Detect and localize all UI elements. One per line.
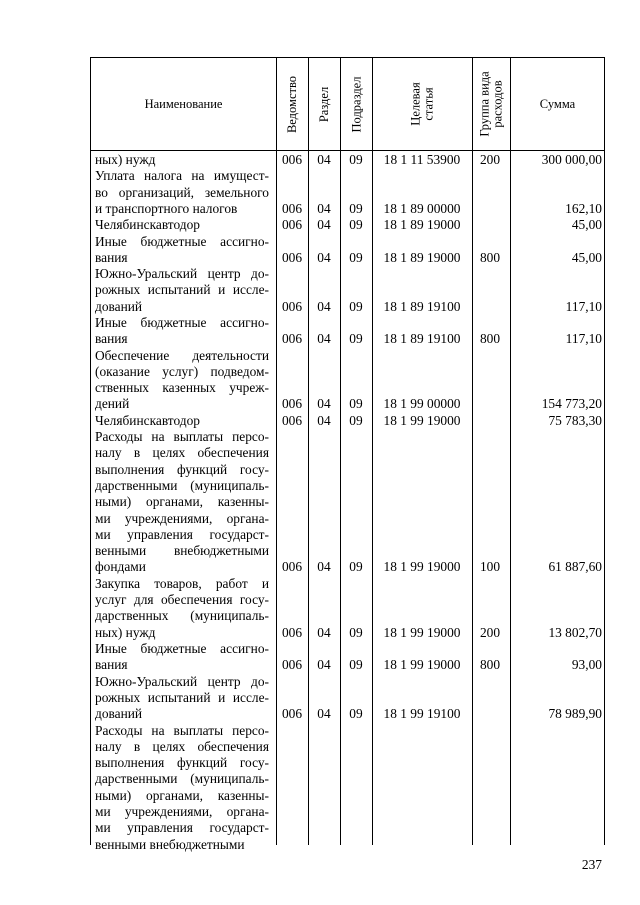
header-celevaya-line-1: Целевая	[408, 82, 423, 126]
celevaya-cell: 18 1 89 19000	[383, 249, 461, 265]
ved-cell: 006	[281, 249, 303, 265]
gruppa-cell	[472, 706, 508, 722]
table-row	[0, 217, 640, 233]
name-line: дований	[95, 706, 143, 722]
summa-cell: 117,10	[565, 331, 602, 347]
summa-cell: 45,00	[571, 217, 602, 233]
summa-cell: 154 773,20	[541, 396, 602, 412]
header-summa-cell	[511, 58, 604, 150]
ved-cell: 006	[281, 331, 303, 347]
header-gruppa-line-1: Группа вида	[477, 71, 492, 137]
gruppa-cell: 800	[479, 657, 501, 673]
name-line: венными внебюджетными	[95, 543, 269, 559]
summa-cell: 93,00	[571, 657, 602, 673]
name-line: Закупка товаров, работ и	[95, 575, 269, 591]
name-cell	[95, 413, 269, 429]
gruppa-cell	[472, 299, 508, 315]
name-line: налу в целях обеспечения	[95, 445, 269, 461]
name-line: и транспортного налогов	[95, 200, 238, 216]
table-row	[0, 413, 640, 429]
celevaya-cell: 18 1 99 19000	[383, 624, 461, 640]
header-gruppa-cell	[473, 58, 510, 150]
table-row	[0, 674, 640, 723]
summa-cell: 78 989,90	[548, 706, 602, 722]
name-line: венными внебюджетными	[95, 836, 245, 852]
ved-cell: 006	[281, 706, 303, 722]
razdel-cell: 04	[317, 396, 331, 412]
header-celevaya-line-2: статья	[421, 87, 436, 121]
header-name-cell	[91, 58, 276, 150]
name-line: Уплата налога на имущест-	[95, 168, 269, 184]
gruppa-cell	[472, 413, 508, 429]
name-line: (оказание услуг) подведом-	[95, 363, 269, 379]
name-line: вания	[95, 657, 128, 673]
celevaya-cell: 18 1 89 00000	[383, 200, 461, 216]
podrazdel-cell: 09	[349, 217, 363, 233]
name-line: ственных казенных учреж-	[95, 380, 269, 396]
razdel-cell	[308, 837, 340, 853]
name-line: фондами	[95, 559, 146, 575]
celevaya-cell: 18 1 99 19100	[383, 706, 461, 722]
name-line: Южно-Уральский центр до-	[95, 673, 269, 689]
name-cell	[95, 315, 269, 348]
header-summa: Сумма	[539, 96, 576, 111]
table-row	[0, 234, 640, 267]
name-line: выполнения функций госу-	[95, 461, 269, 477]
podrazdel-cell: 09	[349, 152, 363, 167]
header-gruppa	[479, 71, 505, 136]
header-podrazdel: Подраздел	[349, 76, 363, 132]
name-line: Обеспечение деятельности	[95, 347, 269, 363]
header-celevaya	[410, 82, 436, 125]
name-cell	[95, 266, 269, 315]
ved-cell	[276, 837, 308, 853]
name-line: Южно-Уральский центр до-	[95, 266, 269, 282]
summa-cell: 45,00	[571, 249, 602, 265]
name-line: Расходы на выплаты персо-	[95, 429, 269, 445]
summa-cell: 117,10	[565, 298, 602, 314]
name-line: выполнения функций госу-	[95, 755, 269, 771]
name-line: услуг для обеспечения госу-	[95, 592, 269, 608]
ved-cell: 006	[281, 217, 303, 233]
header-razdel: Раздел	[317, 86, 332, 122]
name-cell	[95, 723, 269, 853]
table-row	[0, 168, 640, 217]
ved-cell: 006	[281, 412, 303, 428]
name-line: налу в целях обеспечения	[95, 738, 269, 754]
page-number: 237	[581, 857, 602, 872]
name-line: ми учреждениями, органа-	[95, 510, 269, 526]
razdel-cell: 04	[317, 217, 331, 233]
name-line: ми управления государст-	[95, 820, 269, 836]
gruppa-cell: 200	[479, 624, 501, 640]
celevaya-cell: 18 1 89 19000	[383, 217, 461, 233]
celevaya-cell: 18 1 99 19000	[383, 412, 461, 428]
razdel-cell: 04	[317, 200, 331, 216]
name-line: во организаций, земельного	[95, 184, 269, 200]
razdel-cell: 04	[317, 298, 331, 314]
name-line: рожных испытаний и иссле-	[95, 282, 269, 298]
name-cell	[95, 234, 269, 267]
celevaya-cell	[372, 837, 472, 853]
table-row	[0, 429, 640, 576]
summa-cell: 61 887,60	[548, 559, 602, 575]
name-line: рожных испытаний и иссле-	[95, 689, 269, 705]
table-row	[0, 723, 640, 853]
podrazdel-cell: 09	[349, 298, 363, 314]
header-razdel-cell	[309, 58, 340, 150]
podrazdel-cell: 09	[349, 396, 363, 412]
table-row	[0, 576, 640, 641]
podrazdel-cell: 09	[349, 200, 363, 216]
name-cell	[95, 168, 269, 217]
header-ved-cell	[277, 58, 308, 150]
gruppa-cell	[472, 837, 508, 853]
celevaya-cell: 18 1 89 19100	[383, 331, 461, 347]
ved-cell: 006	[281, 152, 303, 167]
summa-cell: 75 783,30	[548, 412, 602, 428]
razdel-cell: 04	[317, 331, 331, 347]
header-name: Наименование	[144, 96, 223, 111]
celevaya-cell: 18 1 99 19000	[383, 559, 461, 575]
name-line: вания	[95, 331, 128, 347]
ved-cell: 006	[281, 298, 303, 314]
header-gruppa-line-2: расходов	[490, 80, 505, 128]
name-cell	[95, 348, 269, 413]
name-line: дарственными (муниципаль-	[95, 477, 269, 493]
razdel-cell: 04	[317, 657, 331, 673]
name-cell	[95, 152, 269, 168]
name-line: Иные бюджетные ассигно-	[95, 233, 269, 249]
gruppa-cell	[472, 396, 508, 412]
name-line: ных) нужд	[95, 152, 156, 167]
table-row	[0, 641, 640, 674]
name-cell	[95, 217, 269, 233]
name-line: ными) органами, казенны-	[95, 787, 269, 803]
ved-cell: 006	[281, 200, 303, 216]
table-row	[0, 348, 640, 413]
razdel-cell: 04	[317, 152, 331, 167]
celevaya-cell: 18 1 99 00000	[383, 396, 461, 412]
podrazdel-cell: 09	[349, 706, 363, 722]
razdel-cell: 04	[317, 624, 331, 640]
name-line: Расходы на выплаты персо-	[95, 722, 269, 738]
ved-cell: 006	[281, 559, 303, 575]
podrazdel-cell: 09	[349, 412, 363, 428]
table-row	[0, 266, 640, 315]
header-bottom-border	[90, 150, 604, 151]
table-row	[0, 315, 640, 348]
name-line: ных) нужд	[95, 624, 156, 640]
gruppa-cell	[472, 217, 508, 233]
ved-cell: 006	[281, 396, 303, 412]
table-row	[0, 152, 640, 168]
celevaya-cell: 18 1 89 19100	[383, 298, 461, 314]
celevaya-cell: 18 1 99 19000	[383, 657, 461, 673]
name-line: ми учреждениями, органа-	[95, 803, 269, 819]
gruppa-cell: 200	[479, 152, 501, 167]
header-celevaya-cell	[373, 58, 472, 150]
summa-cell: 162,10	[565, 200, 602, 216]
celevaya-cell: 18 1 11 53900	[383, 152, 461, 167]
header-podrazdel-cell	[341, 58, 372, 150]
name-cell	[95, 641, 269, 674]
podrazdel-cell: 09	[349, 624, 363, 640]
name-line: дарственными (муниципаль-	[95, 771, 269, 787]
gruppa-cell	[472, 201, 508, 217]
podrazdel-cell: 09	[349, 657, 363, 673]
podrazdel-cell	[340, 837, 372, 853]
name-line: Челябинскавтодор	[95, 217, 200, 233]
summa-cell: 300 000,00	[541, 152, 602, 167]
podrazdel-cell: 09	[349, 249, 363, 265]
gruppa-cell: 800	[479, 249, 501, 265]
name-line: Челябинскавтодор	[95, 412, 200, 428]
name-cell	[95, 674, 269, 723]
name-line: Иные бюджетные ассигно-	[95, 641, 269, 656]
name-line: ными) органами, казенны-	[95, 494, 269, 510]
razdel-cell: 04	[317, 706, 331, 722]
razdel-cell: 04	[317, 249, 331, 265]
gruppa-cell: 800	[479, 331, 501, 347]
podrazdel-cell: 09	[349, 331, 363, 347]
name-cell	[95, 429, 269, 576]
name-line: дарственных (муниципаль-	[95, 608, 269, 624]
name-cell	[95, 576, 269, 641]
gruppa-cell: 100	[479, 559, 501, 575]
summa-cell	[510, 837, 602, 853]
name-line: Иные бюджетные ассигно-	[95, 315, 269, 330]
name-line: ми управления государст-	[95, 526, 269, 542]
razdel-cell: 04	[317, 412, 331, 428]
name-line: дований	[95, 298, 143, 314]
summa-cell: 13 802,70	[548, 624, 602, 640]
podrazdel-cell: 09	[349, 559, 363, 575]
header-ved: Ведомство	[285, 75, 299, 133]
name-line: вания	[95, 249, 128, 265]
name-line: дений	[95, 396, 130, 412]
ved-cell: 006	[281, 657, 303, 673]
razdel-cell: 04	[317, 559, 331, 575]
ved-cell: 006	[281, 624, 303, 640]
